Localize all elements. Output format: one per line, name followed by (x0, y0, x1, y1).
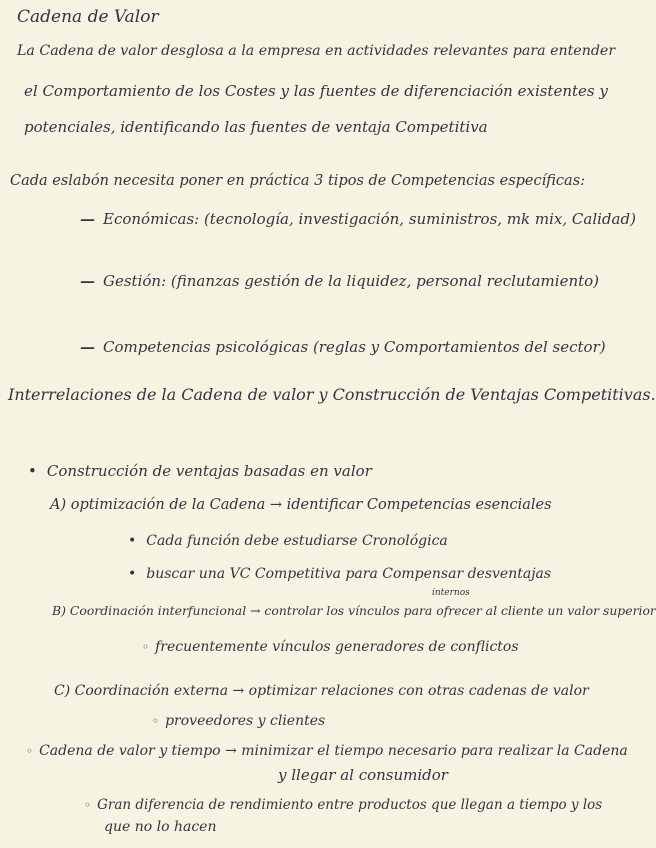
point-b-sub-1 (142, 638, 519, 656)
bullet-tiempo-sub-1-line-1: Gran diferencia de rendimiento entre productos que llegan a tiempo y los (97, 797, 603, 813)
intro-line-3: potenciales, identificando las fuentes de ventaja Competitiva (24, 118, 488, 136)
dash-marker: — (80, 338, 95, 356)
bullet-tiempo-line-1: Cadena de valor y tiempo → minimizar el tiempo necesario para realizar la Cadena (39, 743, 628, 759)
bullet-tiempo (26, 742, 628, 760)
bullet-marker: ◦ (142, 640, 150, 654)
page-title: Cadena de Valor (17, 7, 159, 27)
point-a: A) optimización de la Cadena → identificar Competencias esenciales (50, 497, 552, 513)
point-a-sub-2 (128, 565, 551, 583)
competencias-intro: Cada eslabón necesita poner en práctica 3 tipos de Competencias específicas: (10, 173, 586, 189)
competencia-gestion: Gestión: (finanzas gestión de la liquidez, personal reclutamiento) (103, 272, 600, 290)
competencia-item (80, 272, 599, 290)
competencia-psicologicas: Competencias psicológicas (reglas y Comportamientos del sector) (103, 338, 606, 356)
bullet-marker: ◦ (84, 798, 92, 812)
bullet-marker: • (128, 533, 137, 549)
interrelaciones-heading: Interrelaciones de la Cadena de valor y Construcción de Ventajas Competitivas. (8, 385, 656, 404)
bullet-marker: • (28, 462, 37, 480)
bullet-construccion-text: Construcción de ventajas basadas en valor (46, 462, 372, 480)
dash-marker: — (80, 210, 95, 228)
point-a-sub-1 (128, 532, 448, 550)
bullet-tiempo-sub-1-line-2: que no lo hacen (104, 819, 217, 835)
competencia-economicas: Económicas: (tecnología, investigación, suministros, mk mix, Calidad) (103, 210, 636, 228)
dash-marker: — (80, 272, 95, 290)
bullet-marker: ◦ (26, 744, 34, 758)
point-b-sub-1-text: frecuentemente vínculos generadores de conflictos (155, 639, 519, 655)
bullet-tiempo-line-2: y llegar al consumidor (278, 766, 448, 784)
competencia-item (80, 210, 636, 228)
bullet-marker: • (128, 566, 137, 582)
intro-line-2: el Comportamiento de los Costes y las fuentes de diferenciación existentes y (24, 82, 608, 100)
point-a-sub-1-text: Cada función debe estudiarse Cronológica (146, 533, 448, 549)
bullet-tiempo-sub-1 (84, 796, 602, 814)
point-c-sub-1-text: proveedores y clientes (165, 713, 326, 729)
bullet-marker: ◦ (152, 714, 160, 728)
competencia-item (80, 338, 606, 356)
point-c: C) Coordinación externa → optimizar relaciones con otras cadenas de valor (54, 683, 589, 699)
point-b: B) Coordinación interfuncional → controlar los vínculos para ofrecer al cliente un valor superior (52, 603, 656, 618)
bullet-construccion (28, 462, 372, 480)
point-c-sub-1 (152, 712, 325, 730)
intro-line-1: La Cadena de valor desglosa a la empresa en actividades relevantes para entender (17, 43, 616, 59)
point-a-sub-2-text: buscar una VC Competitiva para Compensar desventajas (146, 566, 552, 582)
point-b-note: internos (432, 588, 470, 598)
